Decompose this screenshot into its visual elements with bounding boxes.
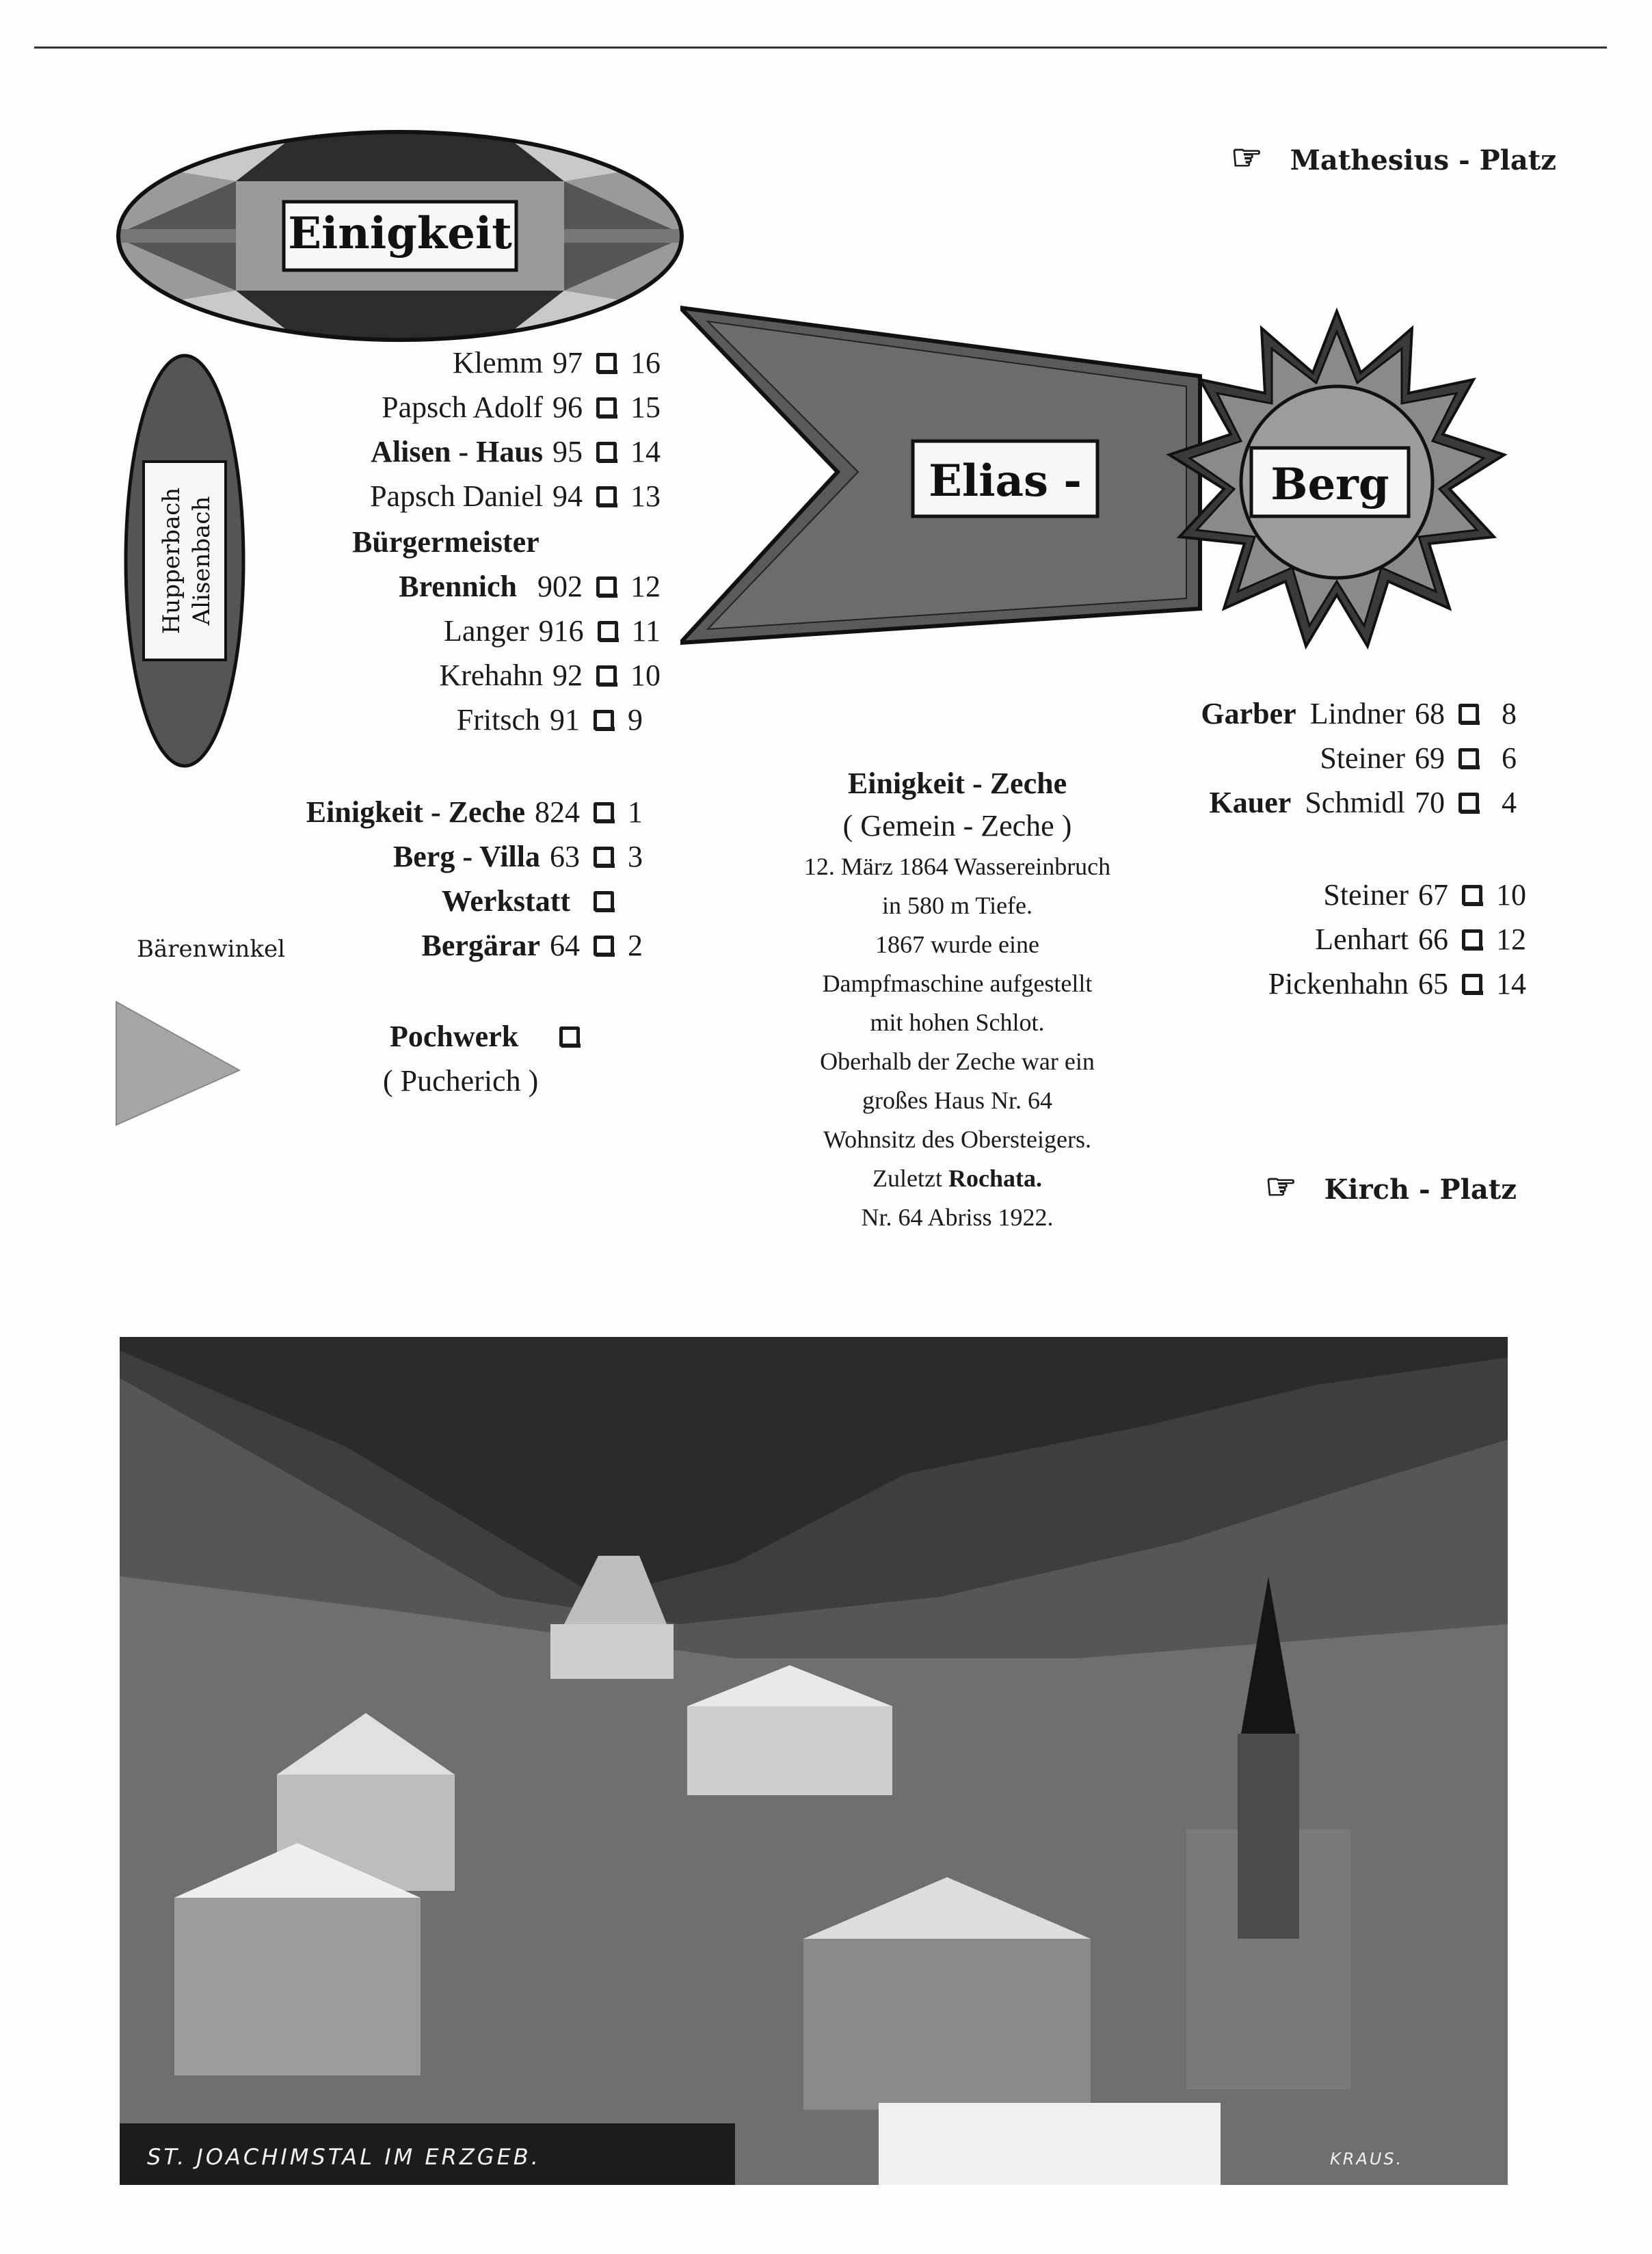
list-item: Garber Lindner 68 8 (1201, 697, 1517, 730)
historic-photograph (120, 1337, 1508, 2185)
list-item: Berg - Villa 63 3 (392, 840, 643, 873)
list-item: Werkstatt (442, 884, 661, 918)
buergermeister-label: Bürgermeister (352, 525, 539, 559)
checkbox-icon (598, 621, 618, 641)
list-item: Langer 916 11 (444, 614, 661, 648)
checkbox-icon (594, 891, 614, 912)
list-item: Klemm 97 16 (453, 346, 661, 380)
alisenbach-label: Alisenbach (188, 496, 215, 626)
checkbox-icon (1462, 974, 1482, 994)
hupperbach-label: Hupperbach (158, 487, 185, 635)
checkbox-icon (594, 710, 614, 730)
pochwerk-label: Pochwerk (390, 1019, 661, 1054)
list-item: Kauer Schmidl 70 4 (1209, 786, 1517, 819)
checkbox-icon (594, 936, 614, 956)
photo-caption-left: ST. JOACHIMSTAL IM ERZGEB. (147, 2144, 541, 2170)
mathesius-pointer (1231, 137, 1556, 178)
checkbox-icon (559, 1026, 580, 1047)
list-item: Bergärar 64 2 (421, 929, 643, 962)
list-item: Einigkeit - Zeche 824 1 (306, 795, 643, 829)
checkbox-icon (596, 353, 617, 373)
list-item: Papsch Adolf 96 15 (382, 390, 661, 424)
center-subtitle: ( Gemein - Zeche ) (842, 809, 1072, 843)
einigkeit-zeche-description: Einigkeit - Zeche ( Gemein - Zeche ) 12. März 1864 Wassereinbruch in 580 m Tiefe. 1867 wurde eine Dampfmaschine aufgestellt mit hohen Schlot. Oberhalb der Zeche war ein großes Haus Nr. 64 Wohnsitz des Obersteigers. Zuletzt Rochata. Nr. 64 Abriss 1922. (718, 763, 1197, 1237)
baerenwinkel-label: Bärenwinkel (137, 936, 285, 963)
center-title: Einigkeit - Zeche (847, 767, 1067, 800)
checkbox-icon (1462, 885, 1482, 905)
kirch-pointer (1265, 1166, 1517, 1208)
checkbox-icon (1458, 748, 1479, 769)
hupperbach-emblem (123, 352, 246, 769)
einigkeit-emblem (113, 127, 687, 345)
town-illustration (120, 1337, 1508, 2185)
photo-caption-right: KRAUS. (1330, 2149, 1404, 2169)
berg-label: Berg (1270, 459, 1389, 510)
list-item: Papsch Daniel 94 13 (370, 479, 661, 513)
list-item: Krehahn 92 10 (439, 659, 661, 692)
checkbox-icon (596, 576, 617, 597)
list-item: Steiner 67 10 (1323, 878, 1526, 912)
checkbox-icon (594, 802, 614, 823)
list-item: Pickenhahn 65 14 (1268, 967, 1526, 1000)
list-item: Steiner 69 6 (1320, 741, 1517, 775)
checkbox-icon (596, 665, 617, 686)
list-item: Fritsch 91 9 (456, 703, 643, 737)
elias-berg-emblem (680, 287, 1521, 677)
checkbox-icon (596, 486, 617, 507)
kirch-label: Kirch - Platz (1324, 1174, 1517, 1206)
triangle-marker-icon (109, 995, 246, 1132)
pucherich-label: ( Pucherich ) (383, 1064, 539, 1098)
list-item: Lenhart 66 12 (1315, 923, 1526, 956)
einigkeit-label: Einigkeit (288, 208, 512, 259)
checkbox-icon (1458, 793, 1479, 813)
elias-label: Elias - (929, 455, 1082, 507)
mathesius-label: Mathesius - Platz (1290, 144, 1556, 176)
list-item: Alisen - Haus 95 14 (371, 435, 661, 468)
checkbox-icon (594, 847, 614, 867)
checkbox-icon (596, 442, 617, 462)
checkbox-icon (596, 397, 617, 418)
pointing-hand-icon: ☞ (1265, 1166, 1297, 1208)
pointing-hand-icon: ☞ (1231, 137, 1263, 178)
top-rule (34, 47, 1607, 49)
checkbox-icon (1462, 929, 1482, 950)
checkbox-icon (1458, 704, 1479, 724)
list-item: Brennich 902 12 (399, 570, 661, 603)
